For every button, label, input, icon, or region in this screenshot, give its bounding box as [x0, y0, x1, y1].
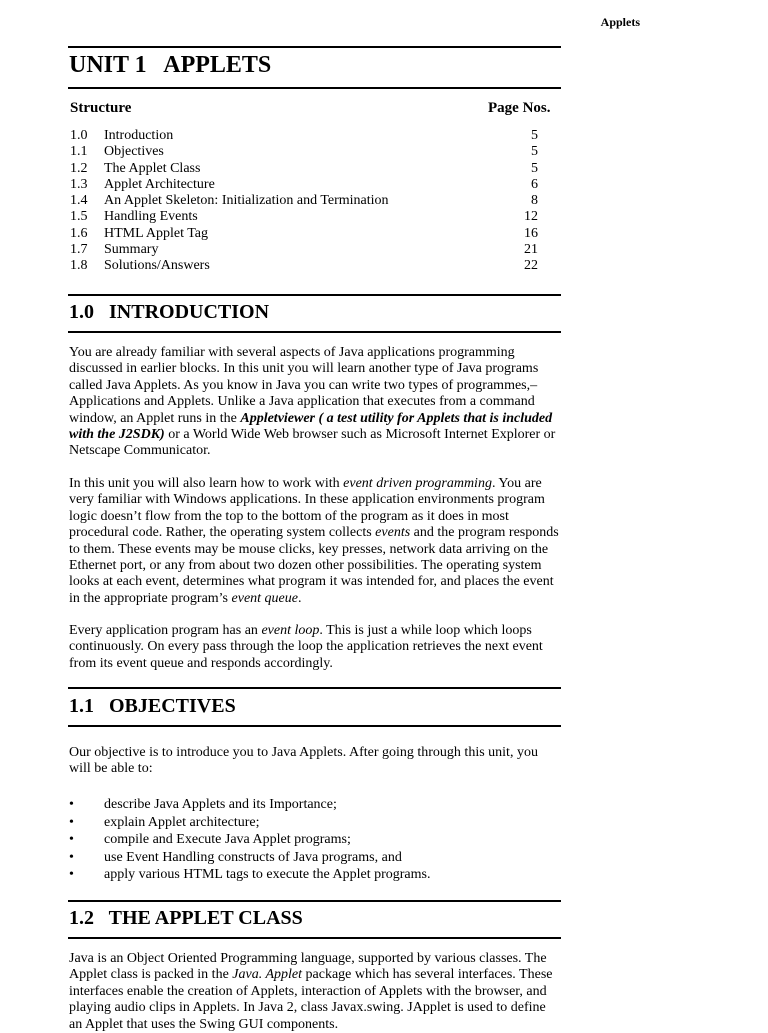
text-run: Every application program has an	[69, 623, 262, 638]
text-run-emphasis: Appletviewer ( a test utility for Applets that is included with the J2SDK)	[69, 410, 553, 443]
toc-page: 22	[524, 258, 538, 274]
list-item	[69, 866, 559, 884]
list-item	[69, 814, 559, 832]
toc-row	[70, 144, 550, 160]
rule	[68, 294, 561, 296]
toc-page: 5	[531, 160, 538, 176]
applet-class-paragraph-1	[69, 951, 559, 1033]
rule	[68, 900, 561, 902]
text-run: In this unit you will also learn how to work with	[69, 476, 344, 491]
text-run: Java is an Object Oriented Programming language, supported by various classes. The Applet class is packed in the	[69, 951, 547, 983]
toc-row	[70, 193, 550, 209]
toc-row	[70, 226, 550, 242]
text-run: . You are very familiar with Windows applications. In these application environments program logic doesn’t flow from the top to the bottom of the program as it does in most procedural code. Rather, the operating system collects	[69, 476, 545, 541]
text-run: .	[297, 590, 302, 606]
intro-paragraph-2	[69, 476, 559, 607]
objectives-list	[69, 796, 559, 884]
toc-number: 1.4	[70, 193, 88, 209]
toc-page: 8	[531, 193, 538, 209]
bullet-icon: •	[69, 797, 74, 812]
toc-number: 1.5	[70, 209, 88, 225]
list-item-text: describe Java Applets and its Importance;	[104, 797, 337, 812]
rule	[68, 687, 561, 689]
toc-number: 1.7	[70, 242, 88, 258]
unit-title: UNIT 1 APPLETS	[69, 52, 272, 78]
section-title-introduction: 1.0 INTRODUCTION	[69, 301, 270, 323]
toc-title: HTML Applet Tag	[104, 225, 209, 241]
toc-page: 5	[531, 128, 538, 143]
text-run-italic: events	[375, 525, 411, 541]
text-run-italic: Java. Applet	[232, 967, 303, 983]
intro-paragraph-3	[69, 623, 559, 672]
bullet-icon: •	[69, 867, 74, 882]
text-run-italic: event driven programming	[343, 476, 492, 491]
list-item-text: use Event Handling constructs of Java programs, and	[104, 849, 402, 865]
toc-title: Introduction	[104, 128, 174, 143]
toc-title: The Applet Class	[104, 160, 201, 176]
toc-number: 1.1	[70, 144, 88, 160]
rule	[68, 87, 561, 89]
toc-title: An Applet Skeleton: Initialization and Termination	[104, 193, 389, 209]
bullet-icon: •	[69, 832, 74, 847]
text-run-italic: event queue	[231, 590, 298, 606]
text-run: and the program responds to them. These events may be mouse clicks, key presses, network data arriving on the Ethernet port, or any from about two dozen other possibilities. The operating system looks at each event, determines what program it was intended for, and places the event in the appropriate program’s	[69, 525, 559, 606]
list-item	[69, 849, 559, 867]
rule	[68, 725, 561, 727]
rule	[68, 46, 561, 48]
text-run-italic: event loop	[261, 623, 320, 638]
toc-title: Solutions/Answers	[104, 258, 210, 274]
running-header: Applets	[600, 15, 640, 29]
toc-row	[70, 161, 550, 177]
structure-heading: Structure	[70, 100, 132, 116]
bullet-icon: •	[69, 814, 74, 830]
toc-page: 5	[531, 144, 538, 160]
text-run: package which has several interfaces. These interfaces enable the creation of Applets, interaction of Applets with the browser, and playing audio clips in Applets. In Java 2, class Javax.swing. JApplet is used to define an Applet that uses the Swing GUI components.	[69, 967, 553, 1032]
table-of-contents	[70, 128, 550, 275]
rule	[68, 937, 561, 939]
toc-title: Applet Architecture	[104, 176, 215, 192]
section-title-applet-class: 1.2 THE APPLET CLASS	[69, 907, 303, 929]
list-item	[69, 831, 559, 849]
toc-page: 16	[524, 225, 538, 241]
toc-number: 1.3	[70, 176, 88, 192]
text-run: or a World Wide Web browser such as Microsoft Internet Explorer or Netscape Communicator.	[69, 427, 556, 459]
text-run: You are already familiar with several aspects of Java applications programming discussed in earlier blocks. In this unit you will learn another type of Java programs called Java Applets. As you know in Java you can write two types of programmes,– Applications and Applets. Unlike a Java application that executes from a command window, an Applet runs in the	[69, 345, 539, 426]
toc-page: 21	[524, 242, 538, 258]
list-item-text: explain Applet architecture;	[104, 814, 260, 830]
toc-row	[70, 128, 550, 144]
list-item	[69, 796, 559, 814]
toc-page: 6	[531, 176, 538, 192]
rule	[68, 331, 561, 333]
list-item-text: apply various HTML tags to execute the Applet programs.	[104, 867, 431, 882]
toc-title: Objectives	[104, 144, 164, 160]
page-nos-heading: Page Nos.	[488, 100, 551, 116]
toc-row	[70, 242, 550, 258]
toc-number: 1.8	[70, 258, 88, 274]
toc-row	[70, 258, 550, 274]
toc-number: 1.0	[70, 128, 88, 143]
toc-page: 12	[524, 209, 538, 225]
toc-number: 1.6	[70, 225, 88, 241]
text-run: . This is just a while loop which loops continuously. On every pass through the loop the application retrieves the next event from its event queue and responds accordingly.	[69, 623, 543, 671]
objectives-intro: Our objective is to introduce you to Java Applets. After going through this unit, you will be able to:	[69, 745, 538, 777]
intro-paragraph-1	[69, 345, 559, 460]
bullet-icon: •	[69, 849, 74, 865]
toc-title: Summary	[104, 242, 159, 258]
toc-number: 1.2	[70, 160, 88, 176]
list-item-text: compile and Execute Java Applet programs;	[104, 832, 351, 847]
toc-row	[70, 177, 550, 193]
section-title-objectives: 1.1 OBJECTIVES	[69, 695, 236, 717]
toc-row	[70, 209, 550, 225]
toc-title: Handling Events	[104, 209, 198, 225]
